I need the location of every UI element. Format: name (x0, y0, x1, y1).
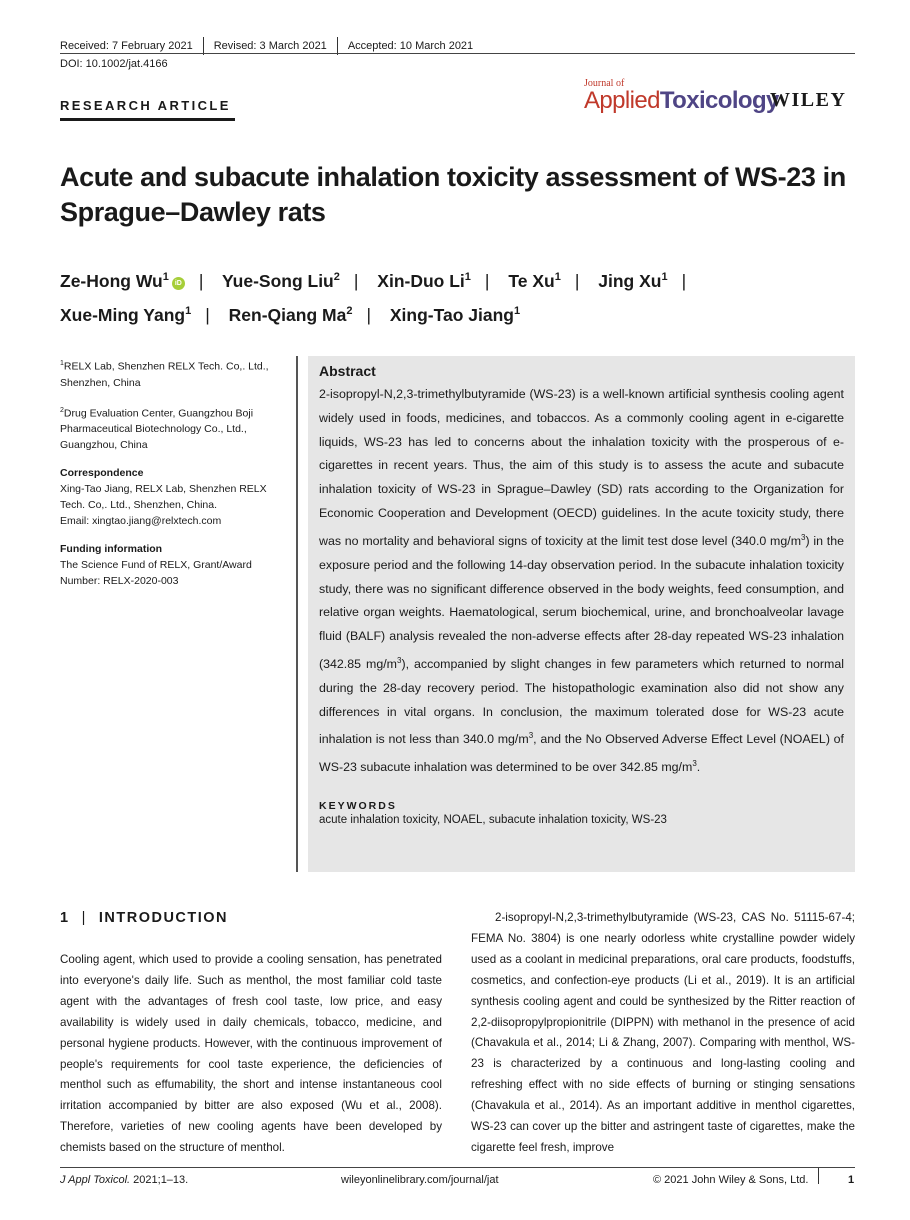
sidebar-divider (296, 356, 298, 872)
affiliation: $^2$Drug Evaluation Center, Guangzhou Boji Pharmaceutical Biotechnology Co., Ltd., Guangzhou, China (60, 406, 254, 451)
author[interactable]: Ren-Qiang Ma$^2$ (228, 304, 353, 325)
revised-date: Revised: 3 March 2021 (213, 40, 327, 52)
footer-copyright: © 2021 John Wiley & Sons, Ltd. (653, 1174, 809, 1186)
accepted-date: Accepted: 10 March 2021 (347, 40, 474, 52)
article-title: Acute and subacute inhalation toxicity assessment of WS-23 in Sprague–Dawley rats (60, 162, 846, 227)
section-title: INTRODUCTION (98, 910, 229, 926)
abstract-heading: Abstract (319, 363, 376, 379)
orcid-icon[interactable]: iD (172, 277, 185, 290)
abstract-text: 2-isopropyl-N,2,3-trimethylbutyramide (WS-23) is a well-known artificial synthesis cooling agent widely used in foods, medicines, and tobaccos. As a commonly cooling agent in e-cigarette liquids, WS-23 has led to concerns about the inhalation toxicity with the prosperous of e-cigarettes in recent years. Thus, the aim of this study is to assess the acute and subacute inhalation toxicity of WS-23 in Sprague–Dawley (SD) rats according to the Organization for Economic Cooperation and Development (OECD) guidelines. In the acute toxicity study, there was no mortality and behavioral signs of toxicity at the limit test dose level (340.0 $mg/m^3$) in the exposure period and the following 14-day observation period. In the subacute inhalation toxicity study, there was no significant difference observed in the body weights, feed consumption, and relative organ weights. Haematological, serum biochemical, urine, and bronchoalveolar lavage fluid (BALF) analysis revealed the non-adverse effects after 28-day repeated WS-23 inhalation (342.85 $mg/m^3$), accompanied by slight changes in few parameters which returned to normal during the 28-day recovery period. The histopathologic examination also did not show any differences in vital organs. In conclusion, the maximum tolerated dose for WS-23 acute inhalation is not less than 340.0 $mg/m^3$, and the No Observed Adverse Effect Level (NOAEL) of WS-23 subacute inhalation was determined to be over 342.85 $mg/m^3$. (319, 387, 844, 775)
keywords-heading: KEYWORDS (319, 800, 397, 813)
journal-logo-main: AppliedToxicology (584, 87, 779, 114)
funding-text: The Science Fund of RELX, Grant/Award Number: RELX-2020-003 (60, 559, 252, 587)
doi[interactable]: DOI: 10.1002/jat.4166 (60, 58, 168, 70)
author[interactable]: Jing Xu$^1$ (598, 270, 668, 291)
publisher-logo: WILEY (770, 89, 847, 111)
footer-rule (60, 1167, 855, 1168)
author[interactable]: Xue-Ming Yang$^1$ (60, 304, 192, 325)
author[interactable]: Xing-Tao Jiang$^1$ (389, 304, 521, 325)
author[interactable]: Xin-Duo Li$^1$ (377, 270, 471, 291)
body-paragraph: 2-isopropyl-N,2,3-trimethylbutyramide (WS-23, CAS No. 51115-67-4; FEMA No. 3804) is one nearly odorless white crystalline powder widely used as a coolant in medicinal preparations, oral care products, foodstuffs, cosmetics, and confection-eye products (Li et al., 2019). It is an artificial synthesis cooling agent and could be synthesized by the Ritter reaction of 2,2-diisopropylpropionitrile (DIPPN) with methanol in the presence of acid (Chavakula et al., 2014; Li & Zhang, 2007). Comparing with menthol, WS-23 is characterized by a continuous and long-lasting cooling and refreshing effect with no side effects of burning or stinging sensations (Chavakula et al., 2014). As an important additive in menthol cigarettes, WS-23 can cover up the bitter and astringent taste of cigarettes, make the cigarette feel fresh, improve (471, 911, 855, 1154)
correspondence (60, 465, 280, 529)
section-heading (60, 910, 228, 926)
header-rule (60, 53, 855, 54)
received-date: Received: 7 February 2021 (60, 40, 193, 52)
footer-url[interactable]: wileyonlinelibrary.com/journal/jat (341, 1174, 499, 1186)
footer-citation: J Appl Toxicol. 2021;1–13. (60, 1174, 189, 1186)
author-list: Ze-Hong Wu$^1$iD | Yue-Song Liu$^2$ | Xin-Duo Li$^1$ | Te Xu$^1$ | Jing Xu$^1$ | Xue-Ming Yang$^1$ | Ren-Qiang Ma$^2$ | Xing-Tao Jiang$^1$ (60, 270, 687, 325)
funding-heading: Funding information (60, 543, 163, 555)
author[interactable]: Yue-Song Liu$^2$ (221, 270, 340, 291)
article-type: RESEARCH ARTICLE (60, 98, 231, 113)
author[interactable]: Ze-Hong Wu$^1$ (60, 270, 169, 291)
article-info-sidebar (60, 356, 280, 601)
journal-logo-small: Journal of (584, 78, 625, 89)
page-number: 1 (848, 1174, 855, 1186)
keywords: acute inhalation toxicity, NOAEL, subacute inhalation toxicity, WS-23 (319, 814, 667, 827)
abstract-box (308, 356, 855, 872)
body-paragraph: Cooling agent, which used to provide a cooling sensation, has penetrated into everyone's daily life. Such as menthol, the most familiar cold taste agent with the advantages of fresh cool taste, low price, and easy availability is widely used in daily chemicals, tobacco, medicine, and personal hygiene products. However, with the continuous improvement of people's requirements for cool taste experience, the deficiencies of menthol such as effumability, the short and intense instantaneous cool irritation accompanied by bitter are also exposed (Wu et al., 2008). Therefore, varieties of new cooling agents have been developed by chemists based on the structure of menthol. (60, 953, 442, 1155)
funding (60, 541, 280, 589)
article-type-underline (60, 118, 235, 121)
author[interactable]: Te Xu$^1$ (508, 270, 561, 291)
section-number: 1 (60, 910, 70, 926)
correspondence-email[interactable]: Email: xingtao.jiang@relxtech.com (60, 515, 222, 527)
journal-logo (584, 78, 779, 120)
affiliation: $^1$RELX Lab, Shenzhen RELX Tech. Co,. Ltd., Shenzhen, China (60, 360, 269, 389)
correspondence-text: Xing-Tao Jiang, RELX Lab, Shenzhen RELX Tech. Co,. Ltd., Shenzhen, China. (60, 483, 267, 511)
correspondence-heading: Correspondence (60, 467, 144, 479)
section-separator: | (81, 910, 87, 926)
footer-separator (818, 1168, 819, 1184)
